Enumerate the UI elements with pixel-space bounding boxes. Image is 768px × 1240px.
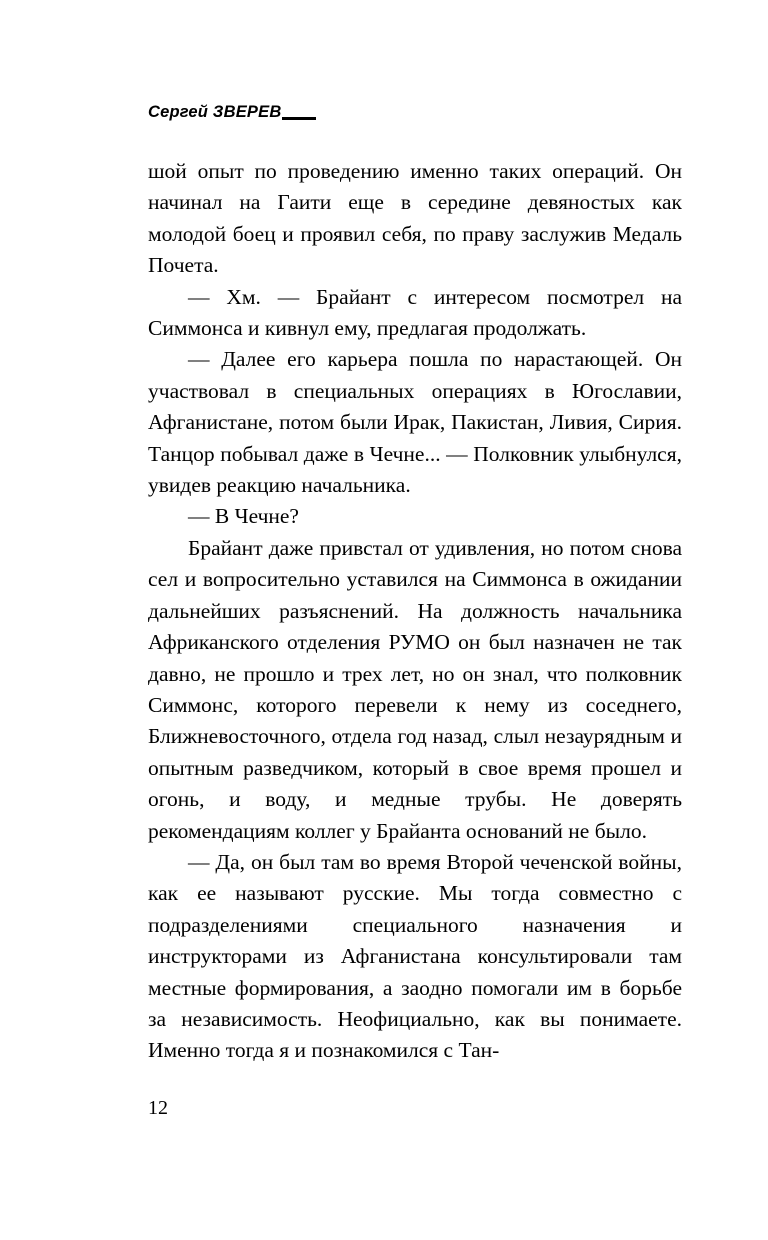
running-head [148,96,628,122]
body-text-column [148,156,682,1067]
running-head-author: Сергей ЗВЕРЕВ [148,103,282,121]
paragraph-dialogue-2: — Далее его карьера пошла по нарастающей. Он участвовал в специальных операциях в Югославии, Афганистане, потом были Ирак, Пакистан, Ливия, Сирия. Танцор побывал даже в Чечне... — Полковник улыбнулся, увидев реакцию начальника. [148,347,682,498]
paragraph-narrative: Брайант даже привстал от удивления, но потом снова сел и вопросительно уставился на Симмонса в ожидании дальнейших разъяснений. На должность начальника Африканского отделения РУМО он был назначен не так давно, не прошло и трех лет, но он знал, что полковник Симмонс, которого перевели к нему из соседнего, Ближневосточного, отдела год назад, слыл незаурядным и опытным разведчиком, который в свое время прошел и огонь, и воду, и медные трубы. Не доверять рекомендациям коллег у Брайанта оснований не было. [148,535,682,843]
paragraph-dialogue-4: — Да, он был там во время Второй чеченской войны, как ее называют русские. Мы тогда совместно с подразделениями специального назначения и инструкторами из Афганистана консультировали там местные формирования, а заодно помогали им в борьбе за независимость. Неофициально, как вы понимаете. Именно тогда я и познакомился с Тан- [148,849,682,1063]
paragraph-dialogue-3: — В Чечне? [188,504,299,529]
paragraph-dialogue-1: — Хм. — Брайант с интересом посмотрел на Симмонса и кивнул ему, предлагая продолжать. [148,284,682,341]
paragraph-continued: шой опыт по проведению именно таких операций. Он начинал на Гаити еще в середине девяностых как молодой боец и проявил себя, по праву заслужив Медаль Почета. [148,159,682,278]
page-number: 12 [148,1097,168,1119]
running-head-rule-icon [282,117,316,120]
